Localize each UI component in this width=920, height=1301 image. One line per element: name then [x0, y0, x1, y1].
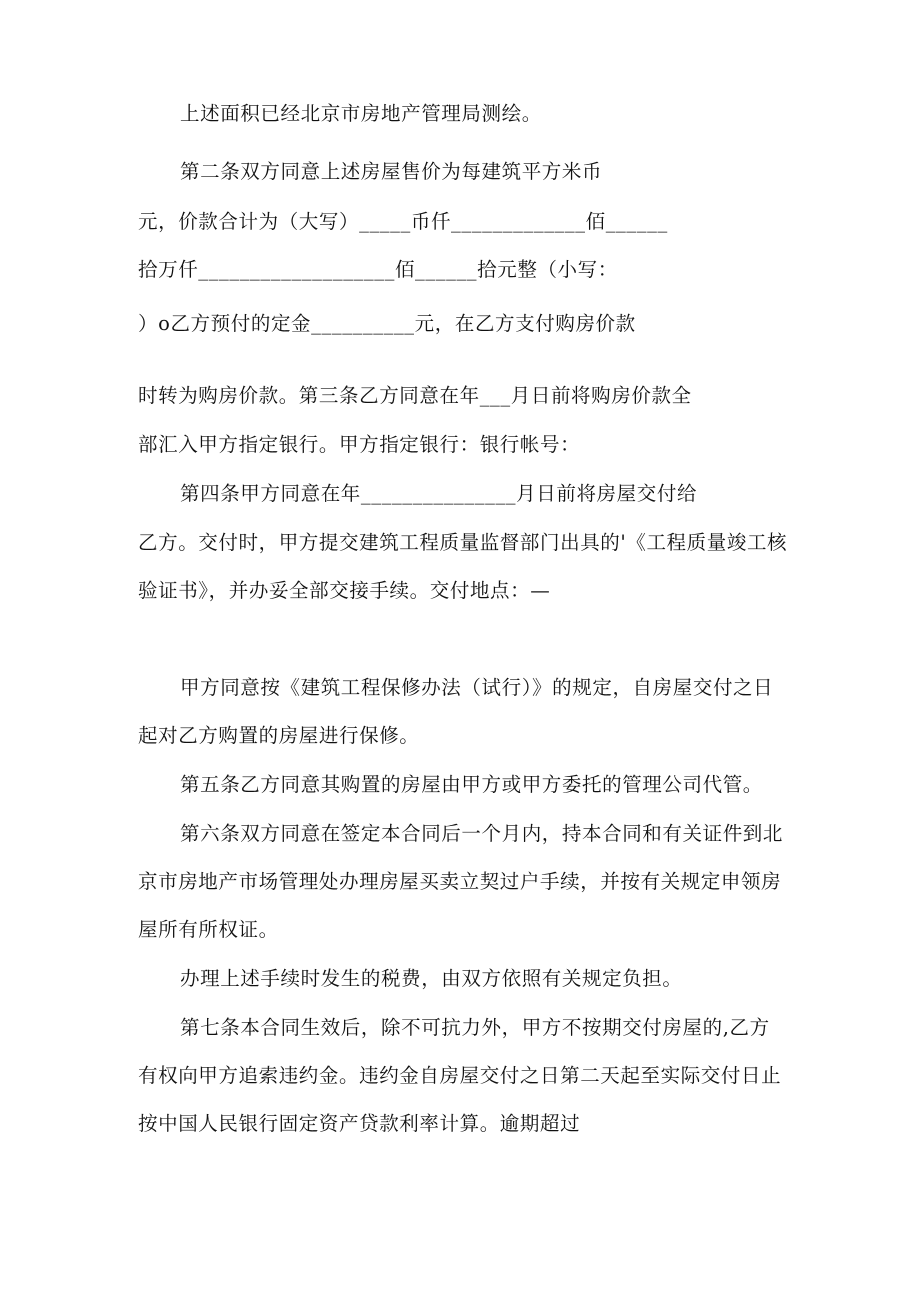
- text-line: 乙方。交付时，甲方提交建筑工程质量监督部门出具的'《工程质量竣工核: [138, 531, 788, 554]
- text-line: 元，价款合计为（大写）_____币仟_____________佰______: [138, 210, 668, 233]
- text-line: 拾万仟___________________佰______拾元整（小写：: [138, 258, 618, 281]
- text-line: 起对乙方购置的房屋进行保修。: [138, 724, 420, 747]
- text-line: 有权向甲方追索违约金。违约金自房屋交付之日第二天起至实际交付日止: [138, 1064, 782, 1087]
- text-line: 上述面积已经北京市房地产管理局测绘。: [180, 102, 542, 125]
- text-line: 甲方同意按《建筑工程保修办法（试行）》的规定，自房屋交付之日: [180, 676, 774, 699]
- text-line: 京市房地产市场管理处办理房屋买卖立契过户手续，并按有关规定申领房: [138, 870, 782, 893]
- text-line: 验证书》，并办妥全部交接手续。交付地点：—: [138, 579, 551, 602]
- text-line: 第四条甲方同意在年_______________月日前将房屋交付给: [180, 482, 698, 505]
- text-line: 第七条本合同生效后，除不可抗力外，甲方不按期交付房屋的,乙方: [180, 1016, 770, 1039]
- text-line: 第六条双方同意在签定本合同后一个月内，持本合同和有关证件到北: [180, 822, 784, 845]
- text-line: 屋所有所权证。: [138, 918, 279, 941]
- text-line: 第五条乙方同意其购置的房屋由甲方或甲方委托的管理公司代管。: [180, 773, 763, 796]
- text-line: 时转为购房价款。第三条乙方同意在年___月日前将购房价款全: [138, 384, 692, 407]
- text-line: 第二条双方同意上述房屋售价为每建筑平方米币: [180, 160, 603, 183]
- text-line: 部汇入甲方指定银行。甲方指定银行：银行帐号：: [138, 433, 581, 456]
- text-line: ）o乙方预付的定金__________元，在乙方支付购房价款: [138, 312, 636, 335]
- text-line: 办理上述手续时发生的税费，由双方依照有关规定负担。: [180, 967, 683, 990]
- text-line: 按中国人民银行固定资产贷款利率计算。逾期超过: [138, 1112, 581, 1135]
